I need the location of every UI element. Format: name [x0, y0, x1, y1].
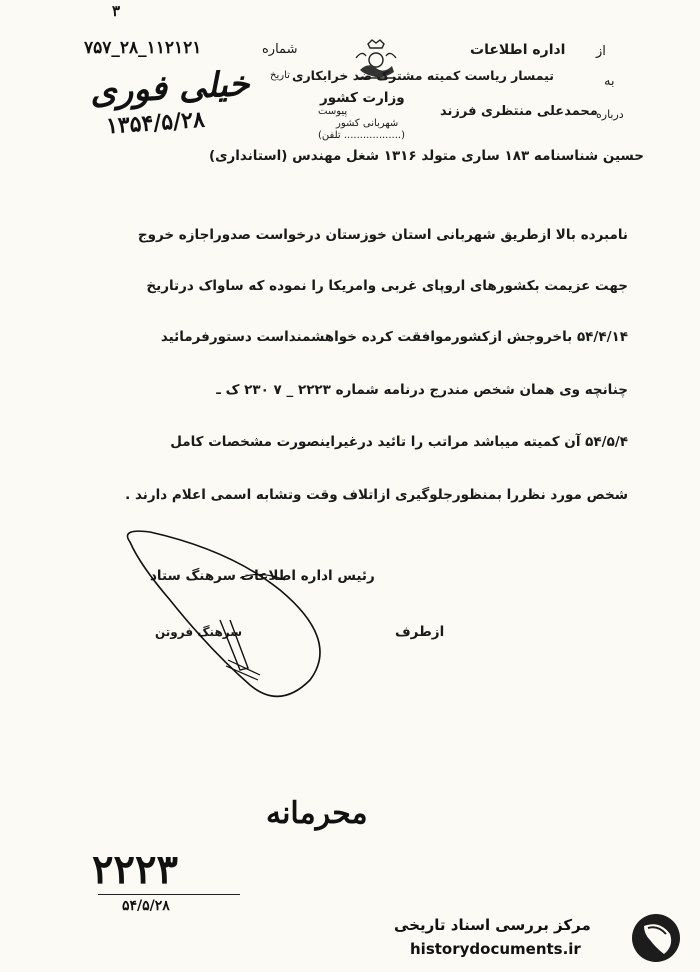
body-line-2: نامبرده بالا ازطریق شهربانی استان خوزستان درخواست صدوراجازه خروج — [137, 227, 628, 243]
ministry-name: وزارت کشور — [320, 90, 405, 106]
department-name: شهربانی کشور — [336, 118, 399, 129]
watermark-site: historydocuments.ir — [410, 940, 581, 958]
regarding-label: درباره — [596, 108, 624, 121]
phone-label: (تلفن ..................) — [318, 130, 405, 141]
urgent-note: خیلی فوری — [89, 63, 251, 113]
to-value: تیمسار ریاست کمیته مشترک ضد خرابکاری — [292, 68, 554, 83]
watermark-logo-icon — [630, 912, 682, 964]
handwritten-signature — [110, 520, 350, 720]
date-label: تاریخ — [270, 70, 290, 81]
body-line-7: شخص مورد نظررا بمنظورجلوگیری ازاتلاف وقت وتشابه اسمی اعلام دارند . — [125, 487, 628, 503]
document-number: ۷۵۷_۲۸_۱۱۲۱۲۱ — [84, 38, 202, 58]
signature-title: رئیس اداره اطلاعات سرهنگ ستاد — [150, 568, 375, 584]
reference-date: ۵۴/۵/۲۸ — [122, 898, 170, 914]
body-line-5: چنانچه وی همان شخص مندرج درنامه شماره ۲۲۲۳ _ ۷ ۲۳۰ ک ـ — [216, 382, 628, 398]
number-label: شماره — [262, 42, 298, 57]
from-label: از — [596, 44, 606, 59]
body-line-6: ۵۴/۵/۴ آن کمیته میباشد مراتب را تائید درغیراینصورت مشخصات کامل — [170, 434, 628, 450]
on-behalf-label: ازطرف — [395, 624, 445, 640]
signer-name: سرهنگ فروتن — [155, 625, 243, 639]
handwritten-date: ۱۳۵۴/۵/۲۸ — [105, 106, 206, 140]
reference-underline — [98, 894, 240, 895]
from-value: اداره اطلاعات — [470, 42, 566, 58]
body-line-4: ۵۴/۴/۱۴ باخروجش ازکشورموافقت کرده خواهشمنداست دستورفرمائید — [160, 329, 628, 345]
watermark-org-name: مرکز بررسی اسناد تاریخی — [394, 916, 591, 934]
attachment-label: پیوست — [318, 106, 348, 117]
regarding-value: محمدعلی منتظری فرزند — [440, 104, 598, 119]
reference-number: ۲۲۲۳ — [92, 846, 178, 893]
body-line-1: حسین شناسنامه ۱۸۳ ساری متولد ۱۳۱۶ شغل مهندس (استانداری) — [208, 148, 644, 164]
body-line-3: جهت عزیمت بکشورهای اروپای غربی وامریکا را نموده که ساواک درتاریخ — [146, 278, 628, 294]
corner-mark: ۳ — [112, 2, 121, 20]
to-label: به — [604, 74, 615, 89]
classification-stamp: محرمانه — [266, 796, 368, 831]
